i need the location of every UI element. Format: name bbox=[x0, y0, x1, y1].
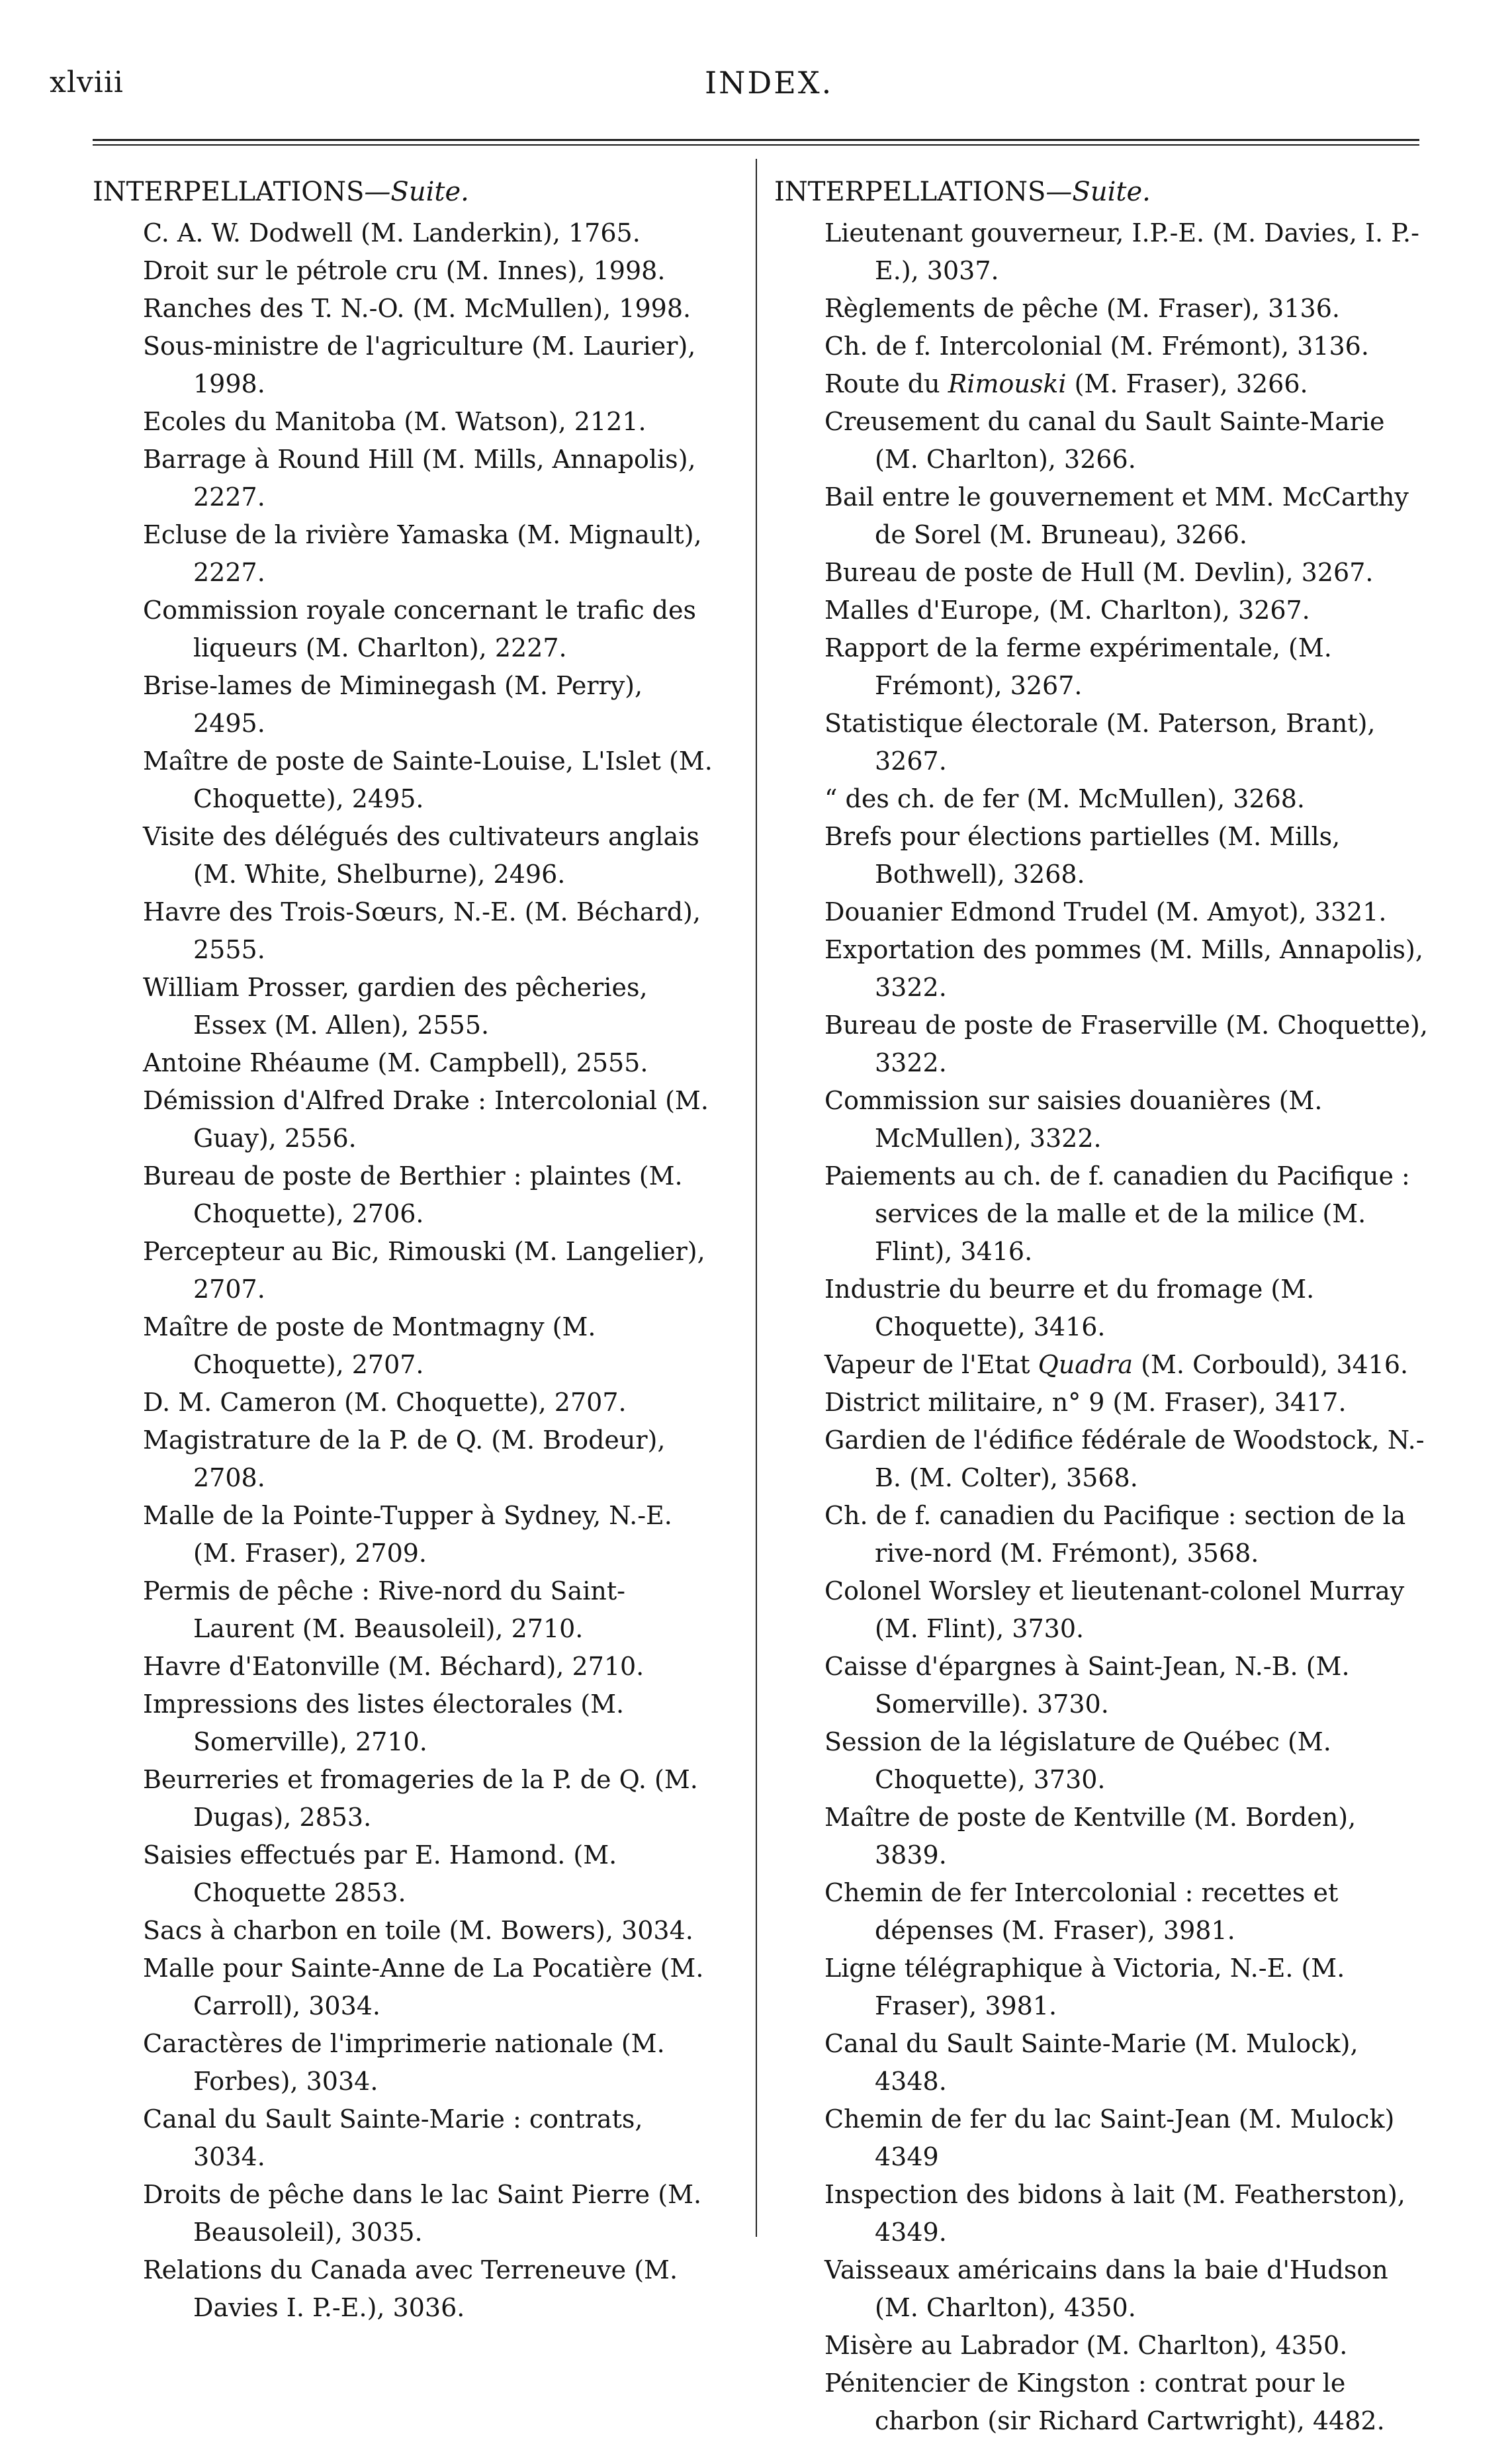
index-entry: Ecoles du Manitoba (M. Watson), 2121. bbox=[143, 407, 646, 436]
index-entry: Havre des Trois-Sœurs, N.-E. (M. Béchard), 2555. bbox=[143, 897, 701, 964]
index-entry: Commission sur saisies douanières (M. McMullen), 3322. bbox=[824, 1086, 1323, 1153]
index-entry: Malle pour Sainte-Anne de La Pocatière (M. Carroll), 3034. bbox=[143, 1954, 704, 2020]
index-entry: Malle de la Pointe-Tupper à Sydney, N.-E. (M. Fraser), 2709. bbox=[143, 1501, 672, 1568]
index-entry: Ecluse de la rivière Yamaska (M. Mignault), 2227. bbox=[143, 520, 702, 587]
index-entry: Douanier Edmond Trudel (M. Amyot), 3321. bbox=[824, 897, 1387, 926]
index-entry: William Prosser, gardien des pêcheries, Essex (M. Allen), 2555. bbox=[143, 973, 648, 1040]
index-entry: Magistrature de la P. de Q. (M. Brodeur), 2708. bbox=[143, 1425, 666, 1492]
index-entry: Canal du Sault Sainte-Marie : contrats, 3034. bbox=[143, 2104, 643, 2171]
index-entry: Pénitencier de Kingston : contrat pour le charbon (sir Richard Cartwright), 4482. bbox=[824, 2369, 1385, 2435]
index-entry: Ranches des T. N.-O. (M. McMullen), 1998. bbox=[143, 294, 691, 323]
index-entry: Commission royale concernant le trafic des liqueurs (M. Charlton), 2227. bbox=[143, 596, 696, 662]
index-entry: Rapport de la ferme expérimentale, (M. Frémont), 3267. bbox=[824, 633, 1332, 700]
index-entry: Exportation des pommes (M. Mills, Annapolis), 3322. bbox=[824, 935, 1423, 1002]
index-entry: Ch. de f. canadien du Pacifique : section de la rive-nord (M. Frémont), 3568. bbox=[824, 1501, 1406, 1568]
entry-italic-name: Rimouski bbox=[948, 369, 1067, 398]
right-entry-list bbox=[774, 214, 1436, 2440]
left-entry-list bbox=[93, 214, 721, 2327]
index-entry: Règlements de pêche (M. Fraser), 3136. bbox=[824, 294, 1340, 323]
right-column-heading bbox=[774, 173, 1436, 210]
index-entry: Bureau de poste de Fraserville (M. Choquette), 3322. bbox=[824, 1011, 1428, 1077]
index-entry: Industrie du beurre et du fromage (M. Choquette), 3416. bbox=[824, 1275, 1315, 1341]
index-entry: Démission d'Alfred Drake : Intercolonial (M. Guay), 2556. bbox=[143, 1086, 709, 1153]
page-header bbox=[0, 0, 1512, 119]
index-entry: District militaire, n° 9 (M. Fraser), 3417. bbox=[824, 1388, 1347, 1417]
heading-suite: —Suite. bbox=[364, 177, 469, 207]
entry-text: (M. Fraser), 3266. bbox=[1066, 369, 1308, 398]
index-entry: Lieutenant gouverneur, I.P.-E. (M. Davies, I. P.-E.), 3037. bbox=[824, 218, 1419, 285]
index-entry: Saisies effectués par E. Hamond. (M. Choquette 2853. bbox=[143, 1840, 617, 1907]
header-rule-bottom bbox=[93, 144, 1419, 146]
heading-text: INTERPELLATIONS bbox=[774, 177, 1046, 207]
index-entry: Paiements au ch. de f. canadien du Pacifique : services de la malle et de la milice (M. Flint), 3416. bbox=[824, 1161, 1410, 1266]
index-entry: Antoine Rhéaume (M. Campbell), 2555. bbox=[143, 1048, 648, 1077]
index-entry bbox=[824, 365, 1436, 403]
index-entry: Vaisseaux américains dans la baie d'Hudson (M. Charlton), 4350. bbox=[824, 2255, 1388, 2322]
index-entry: Relations du Canada avec Terreneuve (M. Davies I. P.-E.), 3036. bbox=[143, 2255, 678, 2322]
running-title: INDEX. bbox=[705, 65, 834, 101]
header-rule-top bbox=[93, 139, 1419, 141]
heading-suite: —Suite. bbox=[1045, 177, 1151, 207]
index-entry: Chemin de fer du lac Saint-Jean (M. Mulock) 4349 bbox=[824, 2104, 1395, 2171]
index-entry: Visite des délégués des cultivateurs anglais (M. White, Shelburne), 2496. bbox=[143, 822, 699, 889]
index-entry: Malles d'Europe, (M. Charlton), 3267. bbox=[824, 596, 1310, 625]
index-entry: Brefs pour élections partielles (M. Mills, Bothwell), 3268. bbox=[824, 822, 1341, 889]
index-entry: Barrage à Round Hill (M. Mills, Annapolis), 2227. bbox=[143, 445, 696, 512]
index-entry: Ligne télégraphique à Victoria, N.-E. (M. Fraser), 3981. bbox=[824, 1954, 1345, 2020]
index-entry: Percepteur au Bic, Rimouski (M. Langelier), 2707. bbox=[143, 1237, 705, 1304]
heading-text: INTERPELLATIONS bbox=[93, 177, 365, 207]
index-entry: Statistique électorale (M. Paterson, Brant), 3267. bbox=[824, 709, 1376, 776]
index-entry: Gardien de l'édifice fédérale de Woodstock, N.-B. (M. Colter), 3568. bbox=[824, 1425, 1425, 1492]
index-entry: Colonel Worsley et lieutenant-colonel Murray (M. Flint), 3730. bbox=[824, 1576, 1405, 1643]
right-column bbox=[774, 173, 1436, 2440]
entry-text: (M. Corbould), 3416. bbox=[1133, 1350, 1409, 1379]
index-entry: Havre d'Eatonville (M. Béchard), 2710. bbox=[143, 1652, 645, 1681]
left-column-heading bbox=[93, 173, 721, 210]
index-entry: Maître de poste de Sainte-Louise, L'Islet (M. Choquette), 2495. bbox=[143, 746, 713, 813]
index-entry: Canal du Sault Sainte-Marie (M. Mulock), 4348. bbox=[824, 2029, 1358, 2096]
column-divider bbox=[756, 159, 757, 2237]
index-entry: Sous-ministre de l'agriculture (M. Laurier), 1998. bbox=[143, 332, 696, 398]
entry-text: Route du bbox=[824, 369, 948, 398]
index-entry: Misère au Labrador (M. Charlton), 4350. bbox=[824, 2331, 1348, 2360]
index-entry: Beurreries et fromageries de la P. de Q. (M. Dugas), 2853. bbox=[143, 1765, 698, 1832]
index-entry: D. M. Cameron (M. Choquette), 2707. bbox=[143, 1388, 627, 1417]
index-entry: Caisse d'épargnes à Saint-Jean, N.-B. (M. Somerville). 3730. bbox=[824, 1652, 1350, 1719]
index-entry: Caractères de l'imprimerie nationale (M. Forbes), 3034. bbox=[143, 2029, 665, 2096]
index-entry: Bureau de poste de Hull (M. Devlin), 3267. bbox=[824, 558, 1374, 587]
index-entry: Bail entre le gouvernement et MM. McCarthy de Sorel (M. Bruneau), 3266. bbox=[824, 482, 1409, 549]
index-entry: Brise-lames de Miminegash (M. Perry), 2495. bbox=[143, 671, 643, 738]
left-column bbox=[93, 173, 721, 2327]
index-entry: Maître de poste de Kentville (M. Borden), 3839. bbox=[824, 1803, 1356, 1870]
index-entry: Droit sur le pétrole cru (M. Innes), 1998. bbox=[143, 256, 666, 285]
page-number: xlviii bbox=[50, 66, 124, 99]
index-entry bbox=[824, 1346, 1436, 1384]
entry-italic-name: Quadra bbox=[1038, 1350, 1134, 1379]
index-entry: Ch. de f. Intercolonial (M. Frémont), 3136. bbox=[824, 332, 1369, 361]
index-entry: Permis de pêche : Rive-nord du Saint-Laurent (M. Beausoleil), 2710. bbox=[143, 1576, 625, 1643]
entry-text: Vapeur de l'Etat bbox=[824, 1350, 1038, 1379]
index-entry: Bureau de poste de Berthier : plaintes (M. Choquette), 2706. bbox=[143, 1161, 683, 1228]
index-entry: C. A. W. Dodwell (M. Landerkin), 1765. bbox=[143, 218, 641, 248]
index-entry: Sacs à charbon en toile (M. Bowers), 3034. bbox=[143, 1916, 693, 1945]
index-entry: “ des ch. de fer (M. McMullen), 3268. bbox=[824, 784, 1306, 813]
index-entry: Creusement du canal du Sault Sainte-Marie (M. Charlton), 3266. bbox=[824, 407, 1385, 474]
index-entry: Maître de poste de Montmagny (M. Choquette), 2707. bbox=[143, 1312, 596, 1379]
index-entry: Impressions des listes électorales (M. Somerville), 2710. bbox=[143, 1690, 625, 1756]
index-entry: Chemin de fer Intercolonial : recettes et dépenses (M. Fraser), 3981. bbox=[824, 1878, 1339, 1945]
index-entry: Inspection des bidons à lait (M. Featherston), 4349. bbox=[824, 2180, 1405, 2247]
index-entry: Session de la législature de Québec (M. Choquette), 3730. bbox=[824, 1727, 1331, 1794]
index-entry: Droits de pêche dans le lac Saint Pierre (M. Beausoleil), 3035. bbox=[143, 2180, 702, 2247]
